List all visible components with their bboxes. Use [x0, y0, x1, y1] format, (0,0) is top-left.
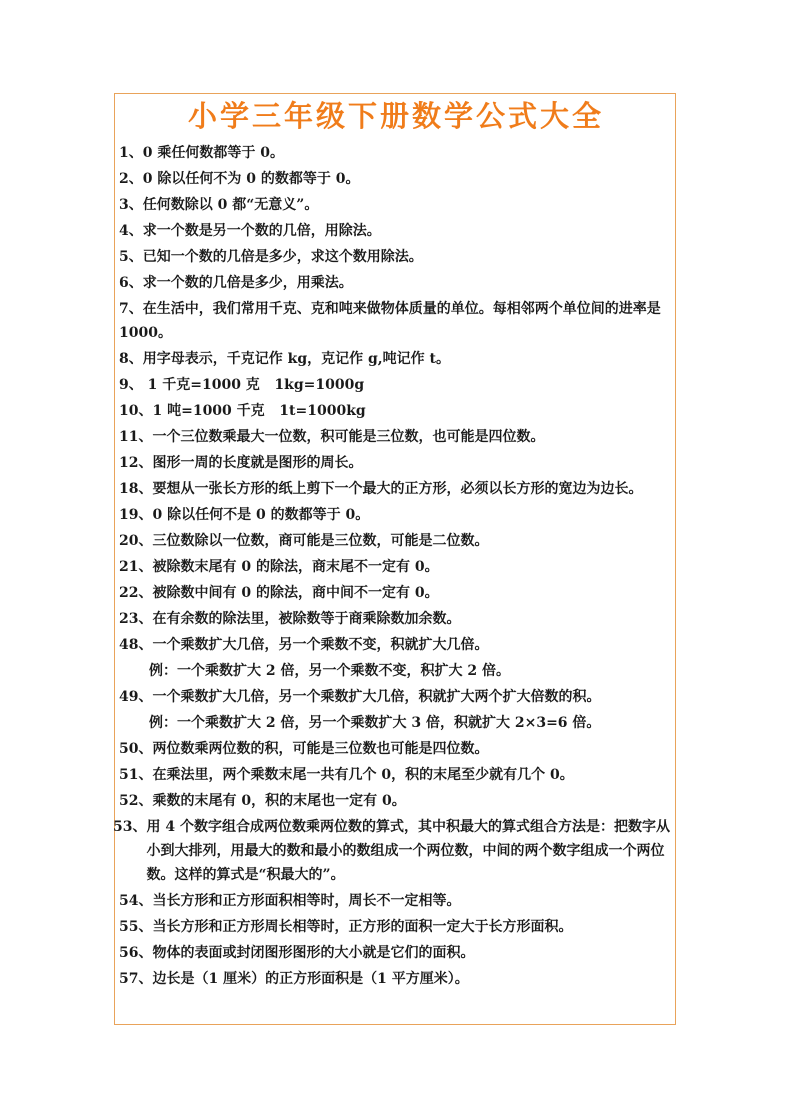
- item-number: 4、: [119, 223, 143, 239]
- list-item: [119, 941, 671, 965]
- item-number: 52、: [119, 793, 153, 809]
- list-item: [119, 425, 671, 449]
- list-item: [119, 219, 671, 243]
- list-item: [119, 167, 671, 191]
- item-text: 用 4 个数字组合成两位数乘两位数的算式，其中积最大的算式组合方法是：把数字从小到大排列，用最大的数和最小的数组成一个两位数，中间的两个数字组成一个两位数。这样的算式是“积最大的”。: [146, 819, 670, 883]
- list-item: [119, 503, 671, 527]
- item-text: 三位数除以一位数，商可能是三位数，可能是二位数。: [152, 533, 489, 549]
- list-item: [113, 815, 671, 887]
- item-number: 1、: [119, 145, 143, 161]
- item-number: 57、: [119, 971, 153, 987]
- item-text: 0 乘任何数都等于 0。: [142, 145, 284, 161]
- item-number: 50、: [119, 741, 153, 757]
- item-text: 一个乘数扩大几倍，另一个乘数扩大几倍，积就扩大两个扩大倍数的积。: [152, 689, 601, 705]
- item-text: 0 除以任何不为 0 的数都等于 0。: [142, 171, 360, 187]
- list-item: [119, 789, 671, 813]
- item-text: 被除数中间有 0 的除法，商中间不一定有 0。: [152, 585, 439, 601]
- item-number: 12、: [119, 455, 153, 471]
- list-item: [119, 889, 671, 913]
- item-text: 1 千克=1000 克 1kg=1000g: [142, 377, 365, 393]
- list-item: [119, 451, 671, 475]
- item-text: 在生活中，我们常用千克、克和吨来做物体质量的单位。每相邻两个单位间的进率是 1000。: [119, 301, 661, 341]
- item-text: 乘数的末尾有 0，积的末尾也一定有 0。: [152, 793, 406, 809]
- item-number: 21、: [119, 559, 153, 575]
- example-text: 例：一个乘数扩大 2 倍，另一个乘数不变，积扩大 2 倍。: [149, 663, 510, 679]
- item-number: 7、: [119, 301, 143, 317]
- item-text: 任何数除以 0 都“无意义”。: [142, 197, 319, 213]
- item-number: 22、: [119, 585, 153, 601]
- list-item: [119, 399, 671, 423]
- item-number: 23、: [119, 611, 153, 627]
- item-text: 要想从一张长方形的纸上剪下一个最大的正方形，必须以长方形的宽边为边长。: [152, 481, 643, 497]
- list-item: [119, 529, 671, 553]
- list-item: [119, 245, 671, 269]
- item-number: 53、: [113, 819, 147, 835]
- item-text: 在有余数的除法里，被除数等于商乘除数加余数。: [152, 611, 461, 627]
- item-text: 当长方形和正方形面积相等时，周长不一定相等。: [152, 893, 461, 909]
- list-item: [119, 477, 671, 501]
- example-text: 例：一个乘数扩大 2 倍，另一个乘数扩大 3 倍，积就扩大 2×3=6 倍。: [149, 715, 601, 731]
- item-number: 54、: [119, 893, 153, 909]
- list-item: [119, 141, 671, 165]
- item-number: 55、: [119, 919, 153, 935]
- item-text: 求一个数是另一个数的几倍，用除法。: [142, 223, 381, 239]
- item-number: 2、: [119, 171, 143, 187]
- list-item: [119, 633, 671, 657]
- item-text: 1 吨=1000 千克 1t=1000kg: [152, 403, 366, 419]
- item-text: 两位数乘两位数的积，可能是三位数也可能是四位数。: [152, 741, 489, 757]
- list-item: [119, 685, 671, 709]
- item-text: 用字母表示，千克记作 kg，克记作 g,吨记作 t。: [142, 351, 450, 367]
- list-item: [119, 271, 671, 295]
- item-number: 11、: [119, 429, 153, 445]
- list-item: [119, 373, 671, 397]
- item-number: 49、: [119, 689, 153, 705]
- item-text: 求一个数的几倍是多少，用乘法。: [142, 275, 353, 291]
- item-text: 0 除以任何不是 0 的数都等于 0。: [152, 507, 370, 523]
- item-text: 物体的表面或封闭图形图形的大小就是它们的面积。: [152, 945, 475, 961]
- list-item: [119, 763, 671, 787]
- item-text: 被除数末尾有 0 的除法，商末尾不一定有 0。: [152, 559, 439, 575]
- document-title: 小学三年级下册数学公式大全: [187, 99, 604, 133]
- item-number: 18、: [119, 481, 153, 497]
- list-item: [119, 607, 671, 631]
- item-text: 边长是（1 厘米）的正方形面积是（1 平方厘米）。: [152, 971, 469, 987]
- list-item: [119, 347, 671, 371]
- item-text: 在乘法里，两个乘数末尾一共有几个 0，积的末尾至少就有几个 0。: [152, 767, 574, 783]
- list-item: [119, 581, 671, 605]
- item-number: 8、: [119, 351, 143, 367]
- item-number: 20、: [119, 533, 153, 549]
- item-number: 5、: [119, 249, 143, 265]
- list-item: [119, 737, 671, 761]
- item-number: 6、: [119, 275, 143, 291]
- item-number: 51、: [119, 767, 153, 783]
- list-item: [119, 915, 671, 939]
- item-text: 已知一个数的几倍是多少，求这个数用除法。: [142, 249, 423, 265]
- item-text: 图形一周的长度就是图形的周长。: [152, 455, 363, 471]
- item-number: 9、: [119, 377, 143, 393]
- list-item: [119, 967, 671, 991]
- item-text: 当长方形和正方形周长相等时，正方形的面积一定大于长方形面积。: [152, 919, 573, 935]
- item-text: 一个乘数扩大几倍，另一个乘数不变，积就扩大几倍。: [152, 637, 489, 653]
- list-item: [119, 193, 671, 217]
- item-text: 一个三位数乘最大一位数，积可能是三位数，也可能是四位数。: [152, 429, 545, 445]
- list-item: [119, 297, 671, 345]
- formula-list: [113, 141, 671, 993]
- item-number: 56、: [119, 945, 153, 961]
- item-number: 10、: [119, 403, 153, 419]
- item-number: 19、: [119, 507, 153, 523]
- item-number: 3、: [119, 197, 143, 213]
- item-number: 48、: [119, 637, 153, 653]
- list-item: [119, 555, 671, 579]
